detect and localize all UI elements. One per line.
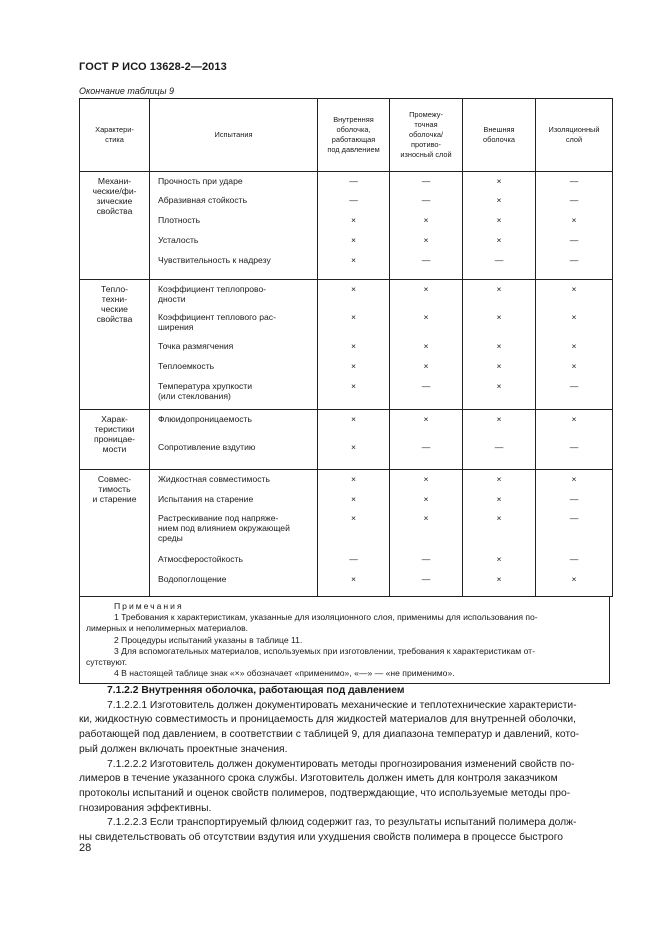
tests-cell xyxy=(150,172,318,280)
applicability-mark: × xyxy=(496,574,502,584)
column-header: Промежу- точная оболочка/ противо- износный слой xyxy=(390,99,463,172)
note-item: 3 Для вспомогательных материалов, используемых при изготовлении, требования к характеристикам от- сутствуют. xyxy=(86,645,535,667)
applicability-mark: × xyxy=(496,312,502,322)
test-name: Прочность при ударе xyxy=(158,176,243,186)
applicability-mark: × xyxy=(350,442,357,452)
marks-cell xyxy=(536,172,613,280)
applicability-mark: × xyxy=(496,554,502,564)
applicability-mark: — xyxy=(494,255,504,265)
paragraph: 7.1.2.2.3 Если транспортируемый флюид содержит газ, то результаты испытаний полимера долж- ны свидетельствовать об отсутствии вздутия или ухудшения свойств полимера в процессе быстрого xyxy=(79,817,577,844)
applicability-mark: — xyxy=(569,494,579,504)
applicability-mark: × xyxy=(350,361,357,371)
applicability-mark: — xyxy=(569,554,579,564)
table-group-row xyxy=(80,280,613,410)
test-name: Атмосферостойкость xyxy=(158,554,243,564)
marks-cell xyxy=(318,280,390,410)
paragraph: 7.1.2.2.1 Изготовитель должен документировать механические и теплотехнические характеристи- ки, жидкостную совместимость и проницаемость для жидкостей материалов для внутренней оболочки, работающей под давлением, в соответствии с таблицей 9, для диапазона температур и давлений, кото- рый должен включать проектные значения. xyxy=(79,699,580,755)
applicability-mark: — xyxy=(421,195,431,205)
applicability-mark: — xyxy=(421,574,431,584)
applicability-mark: × xyxy=(350,494,357,504)
marks-cell xyxy=(390,280,463,410)
test-name: Коэффициент теплопрово- дности xyxy=(158,284,267,304)
table-caption: Окончание таблицы 9 xyxy=(79,86,174,96)
applicability-mark: × xyxy=(496,474,502,484)
applicability-mark: — xyxy=(569,176,579,186)
applicability-mark: × xyxy=(423,361,429,371)
marks-cell xyxy=(463,470,536,597)
note-item: 1 Требования к характеристикам, указанные для изоляционного слоя, применимы для использования по- лимерных и неполимерных материалов. xyxy=(86,612,538,634)
applicability-mark: — xyxy=(421,176,431,186)
applicability-mark: × xyxy=(496,176,502,186)
applicability-mark: × xyxy=(571,574,577,584)
tests-cell xyxy=(150,470,318,597)
table-notes xyxy=(79,597,610,684)
test-name: Усталость xyxy=(158,235,199,245)
applicability-mark: × xyxy=(350,414,357,424)
applicability-mark: — xyxy=(569,381,579,391)
table-group-row xyxy=(80,470,613,597)
applicability-mark: × xyxy=(571,215,577,225)
marks-cell xyxy=(390,410,463,470)
marks-cell xyxy=(318,470,390,597)
requirements-table xyxy=(79,98,613,597)
document-header: ГОСТ Р ИСО 13628-2—2013 xyxy=(79,61,227,73)
column-header: Внутренняя оболочка, работающая под давлением xyxy=(318,99,390,172)
marks-cell xyxy=(463,280,536,410)
paragraph: 7.1.2.2.2 Изготовитель должен документировать методы прогнозирования изменений свойств по- лимеров в течение указанного срока службы. Изготовитель должен иметь для контроля заказчиком протоколы испытаний и оценок свойств полимеров, подтверждающие, что используемые методы про- гнозирования эффективны. xyxy=(79,758,575,814)
applicability-mark: × xyxy=(571,414,577,424)
marks-cell xyxy=(536,410,613,470)
marks-cell xyxy=(390,172,463,280)
applicability-mark: — xyxy=(569,442,579,452)
applicability-mark: × xyxy=(350,341,357,351)
characteristic-cell: Механи- ческие/фи- зические свойства xyxy=(80,172,150,280)
column-header: Характери- стика xyxy=(80,99,150,172)
marks-cell xyxy=(463,172,536,280)
notes-title: Примечания xyxy=(114,601,184,611)
applicability-mark: — xyxy=(421,255,431,265)
page-number: 28 xyxy=(79,842,92,854)
applicability-mark: × xyxy=(423,215,429,225)
test-name: Плотность xyxy=(158,215,201,225)
test-name: Испытания на старение xyxy=(158,494,254,504)
applicability-mark: × xyxy=(571,341,577,351)
applicability-mark: × xyxy=(571,474,577,484)
applicability-mark: — xyxy=(569,235,579,245)
applicability-mark: × xyxy=(423,284,429,294)
applicability-mark: × xyxy=(350,513,357,523)
characteristic-cell: Совмес- тимость и старение xyxy=(80,470,150,597)
test-name: Теплоемкость xyxy=(158,361,215,371)
test-name: Сопротивление вздутию xyxy=(158,442,256,452)
applicability-mark: × xyxy=(496,235,502,245)
test-name: Флюидопроницаемость xyxy=(158,414,252,424)
characteristic-cell: Харак- теристики проницае- мости xyxy=(80,410,150,470)
applicability-mark: × xyxy=(496,215,502,225)
applicability-mark: × xyxy=(350,312,357,322)
applicability-mark: × xyxy=(423,312,429,322)
applicability-mark: — xyxy=(421,381,431,391)
applicability-mark: × xyxy=(571,361,577,371)
applicability-mark: × xyxy=(496,361,502,371)
note-item: 4 В настоящей таблице знак «×» обозначает «применимо», «—» — «не применимо». xyxy=(114,668,455,679)
applicability-mark: × xyxy=(423,513,429,523)
applicability-mark: × xyxy=(496,381,502,391)
applicability-mark: × xyxy=(423,414,429,424)
table-header-row xyxy=(80,99,613,172)
marks-cell xyxy=(463,410,536,470)
applicability-mark: × xyxy=(350,255,357,265)
column-header: Изоляционный слой xyxy=(536,99,613,172)
applicability-mark: × xyxy=(496,341,502,351)
table-group-row xyxy=(80,172,613,280)
test-name: Абразивная стойкость xyxy=(158,195,248,205)
table-group-row xyxy=(80,410,613,470)
test-name: Коэффициент теплового рас- ширения xyxy=(158,312,276,332)
marks-cell xyxy=(318,410,390,470)
test-name: Растрескивание под напряже- нием под влиянием окружающей среды xyxy=(158,513,290,543)
tests-cell xyxy=(150,410,318,470)
applicability-mark: × xyxy=(496,513,502,523)
marks-cell xyxy=(318,172,390,280)
marks-cell xyxy=(536,470,613,597)
applicability-mark: × xyxy=(496,284,502,294)
applicability-mark: — xyxy=(569,195,579,205)
section-heading: 7.1.2.2 Внутренняя оболочка, работающая под давлением xyxy=(107,685,405,696)
applicability-mark: × xyxy=(423,494,429,504)
applicability-mark: × xyxy=(350,215,357,225)
characteristic-cell: Тепло- техни- ческие свойства xyxy=(80,280,150,410)
applicability-mark: × xyxy=(350,235,357,245)
marks-cell xyxy=(390,470,463,597)
marks-cell xyxy=(536,280,613,410)
applicability-mark: × xyxy=(571,312,577,322)
applicability-mark: — xyxy=(349,195,358,205)
section-body xyxy=(79,684,612,846)
applicability-mark: × xyxy=(496,414,502,424)
applicability-mark: × xyxy=(350,574,357,584)
applicability-mark: × xyxy=(350,474,357,484)
applicability-mark: × xyxy=(571,284,577,294)
applicability-mark: — xyxy=(349,554,358,564)
tests-cell xyxy=(150,280,318,410)
applicability-mark: × xyxy=(350,284,357,294)
applicability-mark: × xyxy=(496,494,502,504)
applicability-mark: — xyxy=(569,255,579,265)
applicability-mark: × xyxy=(423,235,429,245)
test-name: Чувствительность к надрезу xyxy=(158,255,271,265)
applicability-mark: — xyxy=(421,442,431,452)
applicability-mark: — xyxy=(421,554,431,564)
applicability-mark: — xyxy=(569,513,579,523)
applicability-mark: — xyxy=(494,442,504,452)
column-header: Испытания xyxy=(150,99,318,172)
applicability-mark: — xyxy=(349,176,358,186)
applicability-mark: × xyxy=(350,381,357,391)
applicability-mark: × xyxy=(496,195,502,205)
column-header: Внешняя оболочка xyxy=(463,99,536,172)
test-name: Водопоглощение xyxy=(158,574,227,584)
test-name: Точка размягчения xyxy=(158,341,234,351)
note-item: 2 Процедуры испытаний указаны в таблице 11. xyxy=(114,634,303,645)
test-name: Жидкостная совместимость xyxy=(158,474,270,484)
test-name: Температура хрупкости (или стеклования) xyxy=(158,381,253,401)
applicability-mark: × xyxy=(423,341,429,351)
applicability-mark: × xyxy=(423,474,429,484)
